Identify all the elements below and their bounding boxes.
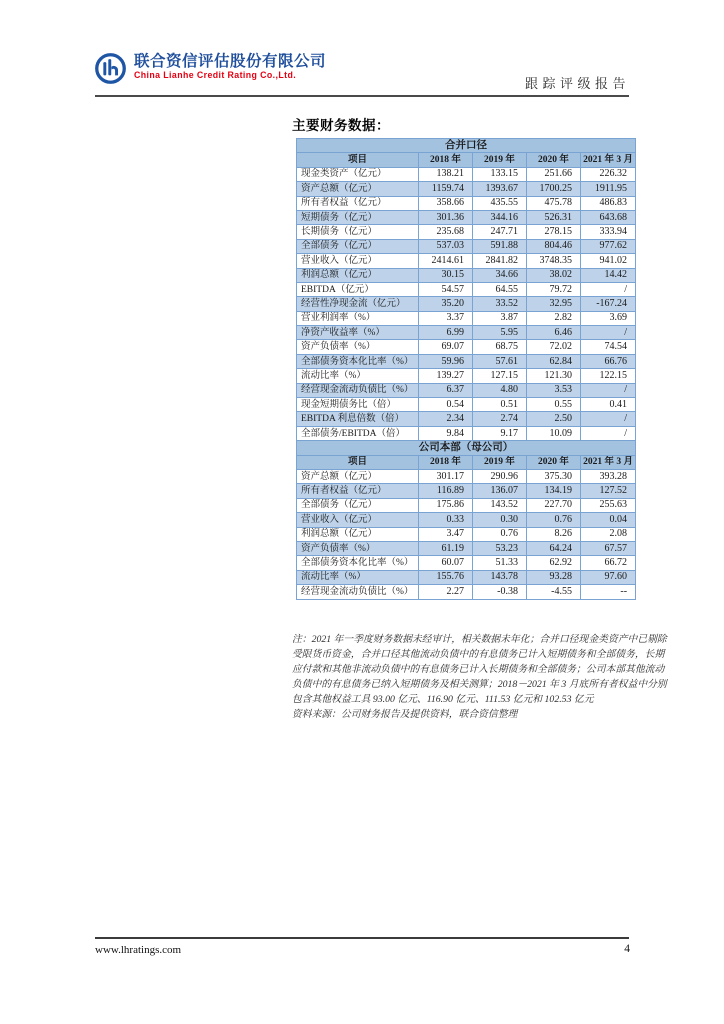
column-header: 2018 年 — [419, 153, 473, 167]
cell-value: 79.72 — [527, 282, 581, 296]
cell-value: 3748.35 — [527, 254, 581, 268]
cell-value: 941.02 — [581, 254, 636, 268]
company-name-block — [134, 52, 326, 81]
cell-value: 278.15 — [527, 225, 581, 239]
cell-value: 59.96 — [419, 354, 473, 368]
cell-value: 14.42 — [581, 268, 636, 282]
table-row — [297, 498, 636, 512]
cell-value: 344.16 — [473, 210, 527, 224]
cell-value: 2841.82 — [473, 254, 527, 268]
row-label: 经营性净现金流（亿元） — [297, 297, 419, 311]
note-line: 应付款和其他非流动负债中的有息债务已计入长期债务和全部债务；公司本部其他流动 — [292, 663, 665, 675]
cell-value: 9.84 — [419, 426, 473, 440]
cell-value: / — [581, 326, 636, 340]
section-title-row — [297, 441, 636, 455]
column-header: 2021 年 3 月 — [581, 153, 636, 167]
column-header: 2021 年 3 月 — [581, 455, 636, 469]
row-label: 营业收入（亿元） — [297, 254, 419, 268]
table-row — [297, 541, 636, 555]
cell-value: 97.60 — [581, 570, 636, 584]
cell-value: 226.32 — [581, 167, 636, 181]
cell-value: -0.38 — [473, 585, 527, 599]
table-row — [297, 469, 636, 483]
cell-value: 133.15 — [473, 167, 527, 181]
table-row — [297, 354, 636, 368]
column-header: 项目 — [297, 455, 419, 469]
cell-value: 66.72 — [581, 556, 636, 570]
row-label: 现金类资产（亿元） — [297, 167, 419, 181]
cell-value: 2.34 — [419, 412, 473, 426]
note-line: 负债中的有息债务已纳入短期债务及相关测算；2018－2021 年 3 月底所有者权益中分别 — [292, 678, 667, 690]
table-row — [297, 225, 636, 239]
cell-value: 38.02 — [527, 268, 581, 282]
cell-value: 53.23 — [473, 541, 527, 555]
table-row — [297, 210, 636, 224]
lianhe-logo-icon — [94, 52, 127, 85]
cell-value: 301.17 — [419, 469, 473, 483]
cell-value: 60.07 — [419, 556, 473, 570]
cell-value: 526.31 — [527, 210, 581, 224]
cell-value: -4.55 — [527, 585, 581, 599]
cell-value: 62.84 — [527, 354, 581, 368]
section-title-row — [297, 139, 636, 153]
cell-value: 0.55 — [527, 398, 581, 412]
cell-value: 4.80 — [473, 383, 527, 397]
column-header: 2020 年 — [527, 153, 581, 167]
row-label: 营业收入（亿元） — [297, 513, 419, 527]
table-row — [297, 297, 636, 311]
company-name-en: China Lianhe Credit Rating Co.,Ltd. — [134, 70, 297, 80]
table-row — [297, 412, 636, 426]
row-label: EBITDA（亿元） — [297, 282, 419, 296]
table-row — [297, 383, 636, 397]
cell-value: 68.75 — [473, 340, 527, 354]
cell-value: 643.68 — [581, 210, 636, 224]
row-label: 所有者权益（亿元） — [297, 484, 419, 498]
cell-value: 33.52 — [473, 297, 527, 311]
footer-url[interactable]: www.lhratings.com — [95, 944, 182, 956]
cell-value: / — [581, 426, 636, 440]
note-line: 包含其他权益工具 93.00 亿元、116.90 亿元、111.53 亿元和 102.53 亿元 — [292, 693, 594, 705]
cell-value: 62.92 — [527, 556, 581, 570]
table-row — [297, 369, 636, 383]
table-row — [297, 398, 636, 412]
cell-value: 1393.67 — [473, 182, 527, 196]
cell-value: 2.50 — [527, 412, 581, 426]
cell-value: 35.20 — [419, 297, 473, 311]
row-label: 流动比率（%） — [297, 570, 419, 584]
cell-value: 127.52 — [581, 484, 636, 498]
section-title: 公司本部（母公司） — [297, 441, 636, 455]
cell-value: 358.66 — [419, 196, 473, 210]
table-row — [297, 426, 636, 440]
cell-value: 69.07 — [419, 340, 473, 354]
row-label: 资产负债率（%） — [297, 340, 419, 354]
table-row — [297, 527, 636, 541]
table-row — [297, 311, 636, 325]
cell-value: 0.04 — [581, 513, 636, 527]
cell-value: 5.95 — [473, 326, 527, 340]
cell-value: 6.46 — [527, 326, 581, 340]
cell-value: -167.24 — [581, 297, 636, 311]
table-row — [297, 268, 636, 282]
cell-value: 301.36 — [419, 210, 473, 224]
table-row — [297, 326, 636, 340]
cell-value: 30.15 — [419, 268, 473, 282]
cell-value: 804.46 — [527, 239, 581, 253]
cell-value: 0.54 — [419, 398, 473, 412]
table-row — [297, 182, 636, 196]
cell-value: 134.19 — [527, 484, 581, 498]
cell-value: 3.47 — [419, 527, 473, 541]
note-line: 受限货币资金，合并口径其他流动负债中的有息债务已计入短期债务和全部债务，长期 — [292, 648, 665, 660]
column-header: 2019 年 — [473, 153, 527, 167]
table-row — [297, 484, 636, 498]
company-logo — [94, 52, 326, 85]
table-row — [297, 167, 636, 181]
cell-value: 61.19 — [419, 541, 473, 555]
cell-value: 290.96 — [473, 469, 527, 483]
cell-value: 1700.25 — [527, 182, 581, 196]
cell-value: 2.27 — [419, 585, 473, 599]
column-header: 2019 年 — [473, 455, 527, 469]
cell-value: 155.76 — [419, 570, 473, 584]
cell-value: 74.54 — [581, 340, 636, 354]
cell-value: 2414.61 — [419, 254, 473, 268]
row-label: EBITDA 利息倍数（倍） — [297, 412, 419, 426]
row-label: 短期债务（亿元） — [297, 210, 419, 224]
row-label: 资产总额（亿元） — [297, 469, 419, 483]
cell-value: 537.03 — [419, 239, 473, 253]
cell-value: / — [581, 383, 636, 397]
cell-value: 143.78 — [473, 570, 527, 584]
cell-value: 0.33 — [419, 513, 473, 527]
report-type-label: 跟踪评级报告 — [524, 76, 630, 91]
table-row — [297, 556, 636, 570]
note-line: 资料来源：公司财务报告及提供资料，联合资信整理 — [292, 708, 518, 720]
cell-value: 1159.74 — [419, 182, 473, 196]
column-header: 项目 — [297, 153, 419, 167]
company-name-cn: 联合资信评估股份有限公司 — [134, 53, 327, 70]
row-label: 全部债务资本化比率（%） — [297, 556, 419, 570]
row-label: 全部债务资本化比率（%） — [297, 354, 419, 368]
cell-value: 475.78 — [527, 196, 581, 210]
column-header-row — [297, 153, 636, 167]
financial-table-body — [297, 139, 636, 600]
cell-value: 127.15 — [473, 369, 527, 383]
header-divider — [95, 95, 629, 97]
cell-value: 3.87 — [473, 311, 527, 325]
cell-value: 139.27 — [419, 369, 473, 383]
row-label: 长期债务（亿元） — [297, 225, 419, 239]
cell-value: 34.66 — [473, 268, 527, 282]
cell-value: / — [581, 412, 636, 426]
cell-value: 10.09 — [527, 426, 581, 440]
column-header: 2018 年 — [419, 455, 473, 469]
cell-value: 66.76 — [581, 354, 636, 368]
cell-value: -- — [581, 585, 636, 599]
column-header-row — [297, 455, 636, 469]
cell-value: 8.26 — [527, 527, 581, 541]
row-label: 利润总额（亿元） — [297, 268, 419, 282]
row-label: 经营现金流动负债比（%） — [297, 383, 419, 397]
cell-value: 333.94 — [581, 225, 636, 239]
cell-value: 54.57 — [419, 282, 473, 296]
cell-value: 138.21 — [419, 167, 473, 181]
financial-table — [296, 138, 636, 600]
cell-value: 255.63 — [581, 498, 636, 512]
table-row — [297, 513, 636, 527]
row-label: 所有者权益（亿元） — [297, 196, 419, 210]
cell-value: 6.99 — [419, 326, 473, 340]
cell-value: 2.08 — [581, 527, 636, 541]
row-label: 净资产收益率（%） — [297, 326, 419, 340]
table-row — [297, 340, 636, 354]
column-header: 2020 年 — [527, 455, 581, 469]
cell-value: 116.89 — [419, 484, 473, 498]
cell-value: 486.83 — [581, 196, 636, 210]
table-row — [297, 239, 636, 253]
cell-value: 235.68 — [419, 225, 473, 239]
cell-value: 32.95 — [527, 297, 581, 311]
cell-value: 175.86 — [419, 498, 473, 512]
cell-value: 51.33 — [473, 556, 527, 570]
table-row — [297, 196, 636, 210]
row-label: 全部债务（亿元） — [297, 498, 419, 512]
table-row — [297, 282, 636, 296]
cell-value: 0.51 — [473, 398, 527, 412]
cell-value: 435.55 — [473, 196, 527, 210]
cell-value: 93.28 — [527, 570, 581, 584]
cell-value: 64.24 — [527, 541, 581, 555]
cell-value: 375.30 — [527, 469, 581, 483]
cell-value: 0.76 — [527, 513, 581, 527]
cell-value: 121.30 — [527, 369, 581, 383]
footer-divider — [95, 937, 629, 939]
cell-value: 122.15 — [581, 369, 636, 383]
page-number: 4 — [624, 943, 630, 955]
cell-value: 136.07 — [473, 484, 527, 498]
cell-value: 143.52 — [473, 498, 527, 512]
cell-value: 393.28 — [581, 469, 636, 483]
row-label: 利润总额（亿元） — [297, 527, 419, 541]
row-label: 资产负债率（%） — [297, 541, 419, 555]
cell-value: 0.30 — [473, 513, 527, 527]
cell-value: 6.37 — [419, 383, 473, 397]
cell-value: 9.17 — [473, 426, 527, 440]
row-label: 全部债务（亿元） — [297, 239, 419, 253]
row-label: 资产总额（亿元） — [297, 182, 419, 196]
cell-value: / — [581, 282, 636, 296]
cell-value: 3.37 — [419, 311, 473, 325]
cell-value: 247.71 — [473, 225, 527, 239]
cell-value: 3.53 — [527, 383, 581, 397]
cell-value: 977.62 — [581, 239, 636, 253]
note-line: 注：2021 年一季度财务数据未经审计，相关数据未年化；合并口径现金类资产中已剔除 — [292, 634, 667, 645]
cell-value: 0.76 — [473, 527, 527, 541]
cell-value: 227.70 — [527, 498, 581, 512]
cell-value: 67.57 — [581, 541, 636, 555]
cell-value: 1911.95 — [581, 182, 636, 196]
page-title: 主要财务数据： — [292, 118, 390, 133]
table-row — [297, 570, 636, 584]
cell-value: 72.02 — [527, 340, 581, 354]
cell-value: 2.74 — [473, 412, 527, 426]
section-title: 合并口径 — [297, 139, 636, 153]
row-label: 现金短期债务比（倍） — [297, 398, 419, 412]
table-row — [297, 254, 636, 268]
cell-value: 591.88 — [473, 239, 527, 253]
cell-value: 2.82 — [527, 311, 581, 325]
cell-value: 0.41 — [581, 398, 636, 412]
row-label: 营业利润率（%） — [297, 311, 419, 325]
cell-value: 251.66 — [527, 167, 581, 181]
cell-value: 64.55 — [473, 282, 527, 296]
row-label: 经营现金流动负债比（%） — [297, 585, 419, 599]
cell-value: 57.61 — [473, 354, 527, 368]
table-row — [297, 585, 636, 599]
cell-value: 3.69 — [581, 311, 636, 325]
row-label: 全部债务/EBITDA（倍） — [297, 426, 419, 440]
notes — [292, 633, 667, 722]
row-label: 流动比率（%） — [297, 369, 419, 383]
